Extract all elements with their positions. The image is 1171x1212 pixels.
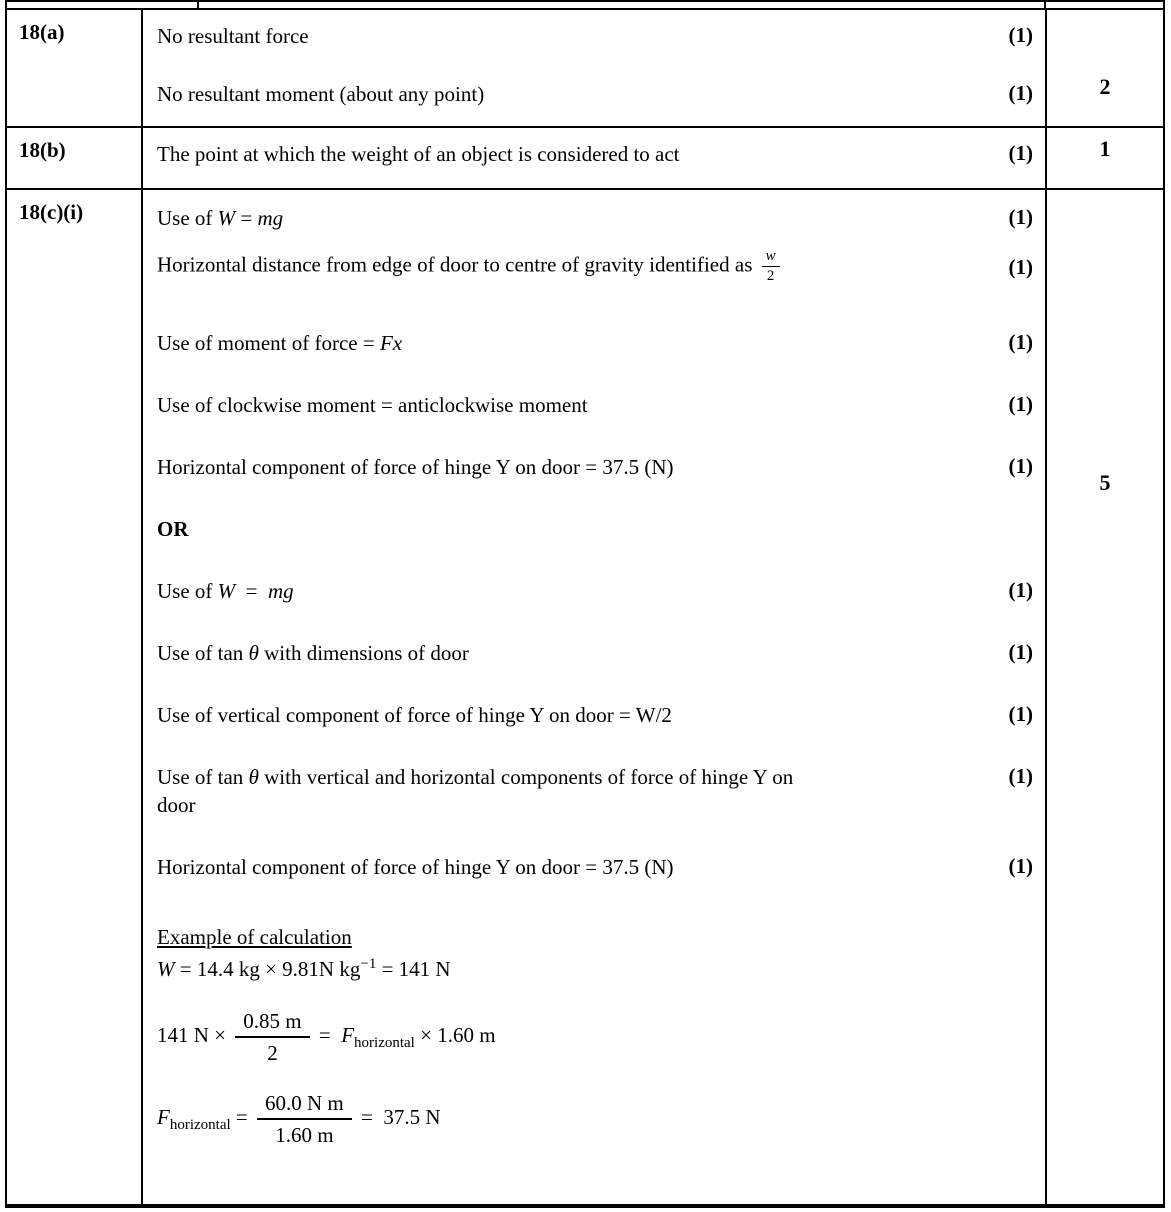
fragment-divider-left bbox=[197, 2, 199, 8]
question-number-cell: 18(c)(i) bbox=[7, 190, 143, 1204]
total-marks-cell: 1 bbox=[1099, 136, 1111, 161]
mark-point: (1) bbox=[1008, 702, 1033, 726]
text-segment: Horizontal distance from edge of door to centre of gravity identified as bbox=[157, 252, 758, 277]
text-segment: θ bbox=[248, 765, 259, 789]
answer-item bbox=[157, 329, 1033, 357]
question-number-cell: 18(b) bbox=[7, 128, 143, 188]
mark-scheme-table bbox=[5, 0, 1165, 1208]
text-segment: Example of calculation bbox=[157, 925, 352, 949]
text-segment: Use of bbox=[157, 579, 218, 603]
answer-text bbox=[157, 639, 981, 667]
text-segment: = bbox=[235, 579, 268, 603]
mark-point: (1) bbox=[1008, 141, 1033, 165]
answer-text bbox=[157, 1008, 981, 1066]
mark-point: (1) bbox=[1008, 640, 1033, 664]
text-segment: = bbox=[313, 1022, 342, 1047]
mark-point: (1) bbox=[1008, 764, 1033, 788]
text-segment: × 1.60 m bbox=[414, 1022, 496, 1047]
text-segment: W bbox=[217, 579, 236, 603]
answer-text bbox=[157, 453, 981, 481]
answer-text bbox=[157, 923, 981, 951]
text-segment: 141 N × bbox=[157, 1022, 232, 1047]
text-segment: = 37.5 N bbox=[355, 1104, 441, 1129]
total-marks-cell: 2 bbox=[1099, 74, 1111, 99]
text-segment: horizontal bbox=[354, 1035, 415, 1051]
answer-text bbox=[157, 140, 981, 168]
text-segment: Use of moment of force = bbox=[157, 331, 380, 355]
table-row bbox=[7, 10, 1163, 128]
answer-item bbox=[157, 923, 1033, 951]
text-segment: F bbox=[157, 1104, 170, 1129]
text-segment: Use of clockwise moment = anticlockwise moment bbox=[157, 393, 588, 417]
text-segment: mg bbox=[257, 206, 284, 230]
answer-item bbox=[157, 701, 1033, 729]
text-segment: horizontal bbox=[169, 1117, 231, 1133]
answer-text bbox=[157, 515, 981, 543]
total-marks-cell: 5 bbox=[1099, 470, 1111, 495]
fraction: $\frac{w}{2}$ bbox=[762, 248, 780, 285]
answer-text bbox=[157, 955, 981, 983]
answer-cell bbox=[143, 128, 1047, 188]
answer-item bbox=[157, 763, 1033, 819]
answer-text bbox=[157, 853, 981, 881]
answer-item bbox=[157, 577, 1033, 605]
answer-cell bbox=[143, 10, 1047, 126]
mark-point: (1) bbox=[1008, 392, 1033, 416]
answer-text bbox=[157, 577, 981, 605]
answer-text bbox=[157, 763, 981, 819]
text-segment: with dimensions of door bbox=[258, 641, 469, 665]
text-segment: The point at which the weight of an object is considered to act bbox=[157, 142, 680, 166]
text-segment: Use of bbox=[157, 206, 218, 230]
mark-point: (1) bbox=[1008, 254, 1033, 279]
answer-item bbox=[157, 204, 1033, 232]
answer-cell bbox=[143, 190, 1047, 1204]
text-segment: W bbox=[157, 957, 175, 981]
text-segment: = bbox=[235, 206, 258, 230]
text-segment: No resultant moment (about any point) bbox=[157, 82, 485, 106]
table-row bbox=[7, 190, 1163, 1204]
text-segment: Horizontal component of force of hinge Y on door = 37.5 (N) bbox=[157, 455, 674, 479]
answer-item bbox=[157, 22, 1033, 50]
answer-text bbox=[157, 248, 981, 285]
text-segment: = bbox=[230, 1104, 253, 1129]
text-segment: W bbox=[217, 206, 236, 230]
mark-point: (1) bbox=[1008, 578, 1033, 602]
answer-text bbox=[157, 329, 981, 357]
answer-item bbox=[157, 391, 1033, 419]
text-segment: OR bbox=[157, 517, 189, 541]
question-number-cell: 18(a) bbox=[7, 10, 143, 126]
answer-text bbox=[157, 701, 981, 729]
answer-item bbox=[157, 1090, 1033, 1148]
text-segment: Use of vertical component of force of hinge Y on door = W/2 bbox=[157, 703, 672, 727]
mark-point: (1) bbox=[1008, 854, 1033, 878]
answer-item bbox=[157, 140, 1033, 168]
text-segment: mg bbox=[268, 579, 294, 603]
fraction: $\frac{0.85 m}{2}$ bbox=[235, 1008, 309, 1066]
answer-text bbox=[157, 80, 981, 108]
answer-item bbox=[157, 515, 1033, 543]
mark-point: (1) bbox=[1008, 454, 1033, 478]
table-row bbox=[7, 128, 1163, 190]
text-segment: F bbox=[341, 1022, 355, 1047]
text-segment: = 14.4 kg × 9.81N kg bbox=[174, 957, 361, 981]
mark-point: (1) bbox=[1008, 330, 1033, 354]
table-top-fragment bbox=[5, 0, 1165, 8]
answer-text bbox=[157, 391, 981, 419]
answer-item bbox=[157, 853, 1033, 881]
text-segment: Use of tan bbox=[157, 765, 249, 789]
answer-item bbox=[157, 955, 1033, 983]
fragment-divider-right bbox=[1044, 2, 1046, 8]
text-segment: with vertical and horizontal components of force of hinge Y on bbox=[258, 765, 794, 789]
answer-item bbox=[157, 1008, 1033, 1066]
answer-item bbox=[157, 639, 1033, 667]
answer-text bbox=[157, 1090, 981, 1148]
text-segment: = 141 N bbox=[376, 957, 451, 981]
answer-item bbox=[157, 80, 1033, 108]
answer-item bbox=[157, 453, 1033, 481]
answer-text bbox=[157, 22, 981, 50]
text-segment: Horizontal component of force of hinge Y on door = 37.5 (N) bbox=[157, 855, 674, 879]
answer-text bbox=[157, 204, 981, 232]
mark-point: (1) bbox=[1008, 205, 1033, 229]
text-segment: door bbox=[157, 793, 196, 817]
mark-point: (1) bbox=[1008, 23, 1033, 47]
mark-point: (1) bbox=[1008, 81, 1033, 105]
mark-scheme-grid bbox=[5, 8, 1165, 1208]
text-segment: θ bbox=[248, 641, 259, 665]
fraction: $\frac{\text{60.0 N m}}{1.60 m}$ bbox=[257, 1090, 352, 1148]
text-segment: −1 bbox=[360, 956, 377, 972]
text-segment: Use of tan bbox=[157, 641, 249, 665]
text-segment: No resultant force bbox=[157, 24, 309, 48]
answer-item bbox=[157, 248, 1033, 285]
text-segment: Fx bbox=[379, 331, 403, 355]
